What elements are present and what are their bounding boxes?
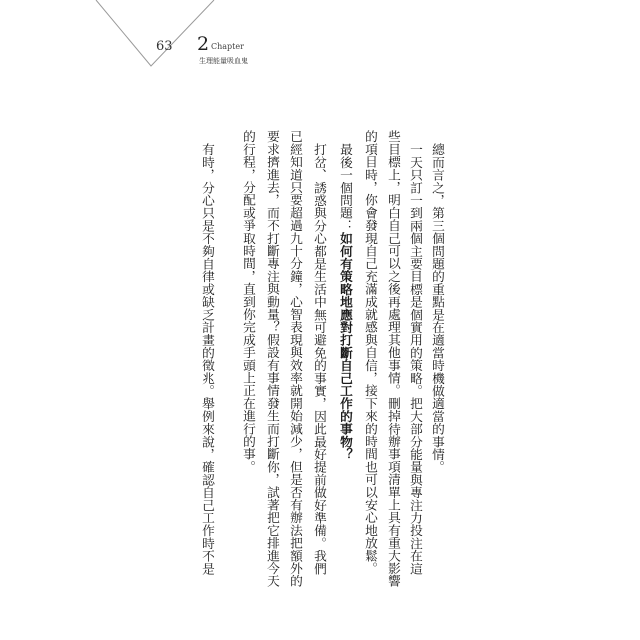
question-emphasis: 如何有策略地應對打斷自己工作的事物？ <box>338 231 353 461</box>
text-column: 一天只訂一到兩個主要目標是個實用的策略。把大部分能量與專注力投注在這 <box>408 142 423 575</box>
text-column: 總而言之，第三個問題的重點是在適當時機做適當的事情。 <box>430 142 445 473</box>
text-column: 要求擠進去，而不打斷專注與動量？假設有事情發生而打斷你，試著把它排進今天 <box>265 130 280 588</box>
text-column: 的項目時，你會發現自己充滿成就感與自信，接下來的時間也可以安心地放鬆。 <box>363 130 378 575</box>
text-column: 有時，分心只是不夠自律或缺乏計畫的徵兆。舉例來說，確認自己工作時不是 <box>200 142 215 575</box>
text-column-question <box>338 130 352 460</box>
text-column: 打岔、誘惑與分心都是生活中無可避免的事實，因此最好提前做好準備。我們 <box>312 142 327 575</box>
chapter-title: 生理能量吸血鬼 <box>199 57 248 65</box>
question-lead: 最後一個問題： <box>338 142 353 232</box>
text-column: 些目標上，明白自己可以之後再處理其他事情。刪掉待辦事項清單上具有重大影響 <box>386 130 401 588</box>
text-column: 的行程，分配或爭取時間，直到你完成手頭上正在進行的事。 <box>241 130 256 473</box>
page-number: 63 <box>156 39 173 54</box>
chapter-number: 2 <box>197 33 210 55</box>
chapter-label: Chapter <box>211 42 244 51</box>
text-column: 已經知道只要超過九十分鐘，心智表現與效率就開始減少，但是否有辦法把額外的 <box>288 130 303 588</box>
